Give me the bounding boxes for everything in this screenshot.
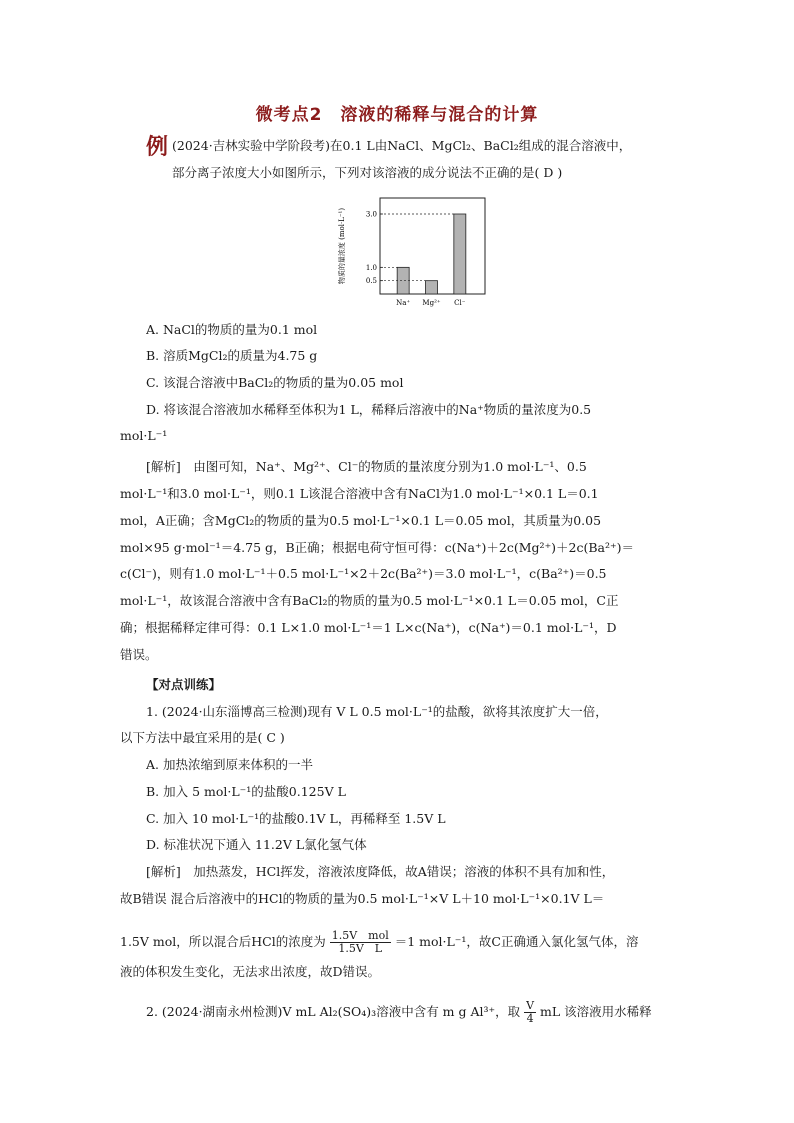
q1-analysis-line-3 [120, 930, 680, 955]
bar-1 [426, 281, 438, 294]
q1-analysis-3-head: 1.5V mol，所以混合后HCl的浓度为 [120, 934, 326, 949]
y-axis-label: 物质的量浓度 (mol·L⁻¹) [338, 207, 346, 285]
analysis-line-2: mol·L⁻¹和3.0 mol·L⁻¹，则0.1 L该混合溶液中含有NaCl为1.0 mol·L⁻¹×0.1 L＝0.1 [120, 486, 599, 501]
analysis-line-3: mol，A正确；含MgCl₂的物质的量为0.5 mol·L⁻¹×0.1 L＝0.05 mol，其质量为0.05 [120, 513, 602, 528]
q1-option-a: A. 加热浓缩到原来体积的一半 [146, 757, 313, 772]
fraction-denominator: 4 [526, 1012, 534, 1025]
fraction-numerator: 1.5V mol [331, 929, 389, 942]
option-d-cont: mol·L⁻¹ [120, 428, 168, 443]
bar-0 [397, 267, 409, 294]
q1-concentration-fraction [330, 930, 391, 955]
analysis-line-6: mol·L⁻¹，故该混合溶液中含有BaCl₂的物质的量为0.5 mol·L⁻¹×0.1 L＝0.05 mol，C正 [120, 593, 619, 608]
q1-option-b: B. 加入 5 mol·L⁻¹的盐酸0.125V L [146, 784, 346, 799]
plot-frame [380, 198, 485, 294]
bar-chart-svg [330, 194, 500, 314]
q1-analysis-3-tail: ＝1 mol·L⁻¹，故C正确通入氯化氢气体，溶 [394, 934, 639, 949]
analysis-line-1: [解析] 由图可知，Na⁺、Mg²⁺、Cl⁻的物质的量浓度分别为1.0 mol·L⁻¹、0.5 [146, 459, 587, 474]
option-d: D. 将该混合溶液加水稀释至体积为1 L，稀释后溶液中的Na⁺物质的量浓度为0.5 [146, 402, 592, 417]
option-a: A. NaCl的物质的量为0.1 mol [146, 322, 318, 337]
y-tick-label-0: 0.5 [365, 277, 377, 286]
example-stem-line-1: (2024·吉林实验中学阶段考)在0.1 L由NaCl、MgCl₂、BaCl₂组成的混合溶液中， [172, 138, 632, 153]
q1-option-d: D. 标准状况下通入 11.2V L氯化氢气体 [146, 837, 367, 852]
training-header: 【对点训练】 [146, 677, 222, 692]
fraction-denominator: 1.5V L [338, 942, 383, 955]
analysis-line-5: c(Cl⁻)，则有1.0 mol·L⁻¹＋0.5 mol·L⁻¹×2＋2c(Ba²⁺)＝3.0 mol·L⁻¹，c(Ba²⁺)＝0.5 [120, 566, 607, 581]
analysis-line-4: mol×95 g·mol⁻¹＝4.75 g，B正确；根据电荷守恒可得：c(Na⁺)＋2c(Mg²⁺)＋2c(Ba²⁺)＝ [120, 540, 634, 555]
x-tick-label-2: Cl⁻ [454, 299, 466, 307]
analysis-line-7: 确；根据稀释定律可得：0.1 L×1.0 mol·L⁻¹＝1 L×c(Na⁺)，c(Na⁺)＝0.1 mol·L⁻¹，D [120, 620, 617, 635]
page-title: 微考点2 溶液的稀释与混合的计算 [255, 105, 539, 125]
q1-analysis-line-1: [解析] 加热蒸发，HCl挥发，溶液浓度降低，故A错误；溶液的体积不具有加和性， [146, 864, 615, 879]
example-stem-line-2: 部分离子浓度大小如图所示，下列对该溶液的成分说法不正确的是( D ) [172, 165, 563, 180]
analysis-line-8: 错误。 [120, 647, 158, 662]
example-glyph: 例 [146, 135, 169, 160]
q1-stem-line-1: 1. (2024·山东淄博高三检测)现有 V L 0.5 mol·L⁻¹的盐酸，欲将其浓度扩大一倍， [146, 704, 608, 719]
y-tick-label-1: 1.0 [365, 263, 377, 272]
q1-stem-line-2: 以下方法中最宜采用的是( C ) [120, 730, 285, 745]
q2-stem-line-1 [146, 1000, 686, 1025]
fraction-numerator: V [526, 999, 535, 1012]
y-tick-label-2: 3.0 [365, 210, 377, 219]
option-c: C. 该混合溶液中BaCl₂的物质的量为0.05 mol [146, 375, 404, 390]
q2-fraction [524, 1000, 536, 1025]
option-b: B. 溶质MgCl₂的质量为4.75 g [146, 348, 318, 363]
q1-analysis-line-2: 故B错误 混合后溶液中的HCl的物质的量为0.5 mol·L⁻¹×V L＋10 mol·L⁻¹×0.1V L＝ [120, 891, 605, 906]
x-tick-label-1: Mg²⁺ [422, 299, 441, 307]
q2-stem-tail: mL 该溶液用水稀释 [540, 1004, 652, 1019]
x-tick-label-0: Na⁺ [396, 299, 411, 307]
ion-concentration-chart [330, 194, 500, 314]
q1-analysis-line-4: 液的体积发生变化，无法求出浓度，故D错误。 [120, 964, 381, 979]
bar-2 [454, 214, 466, 294]
q1-option-c: C. 加入 10 mol·L⁻¹的盐酸0.1V L，再稀释至 1.5V L [146, 811, 446, 826]
q2-stem-head: 2. (2024·湖南永州检测)V mL Al₂(SO₄)₃溶液中含有 m g Al³⁺，取 [146, 1004, 521, 1019]
